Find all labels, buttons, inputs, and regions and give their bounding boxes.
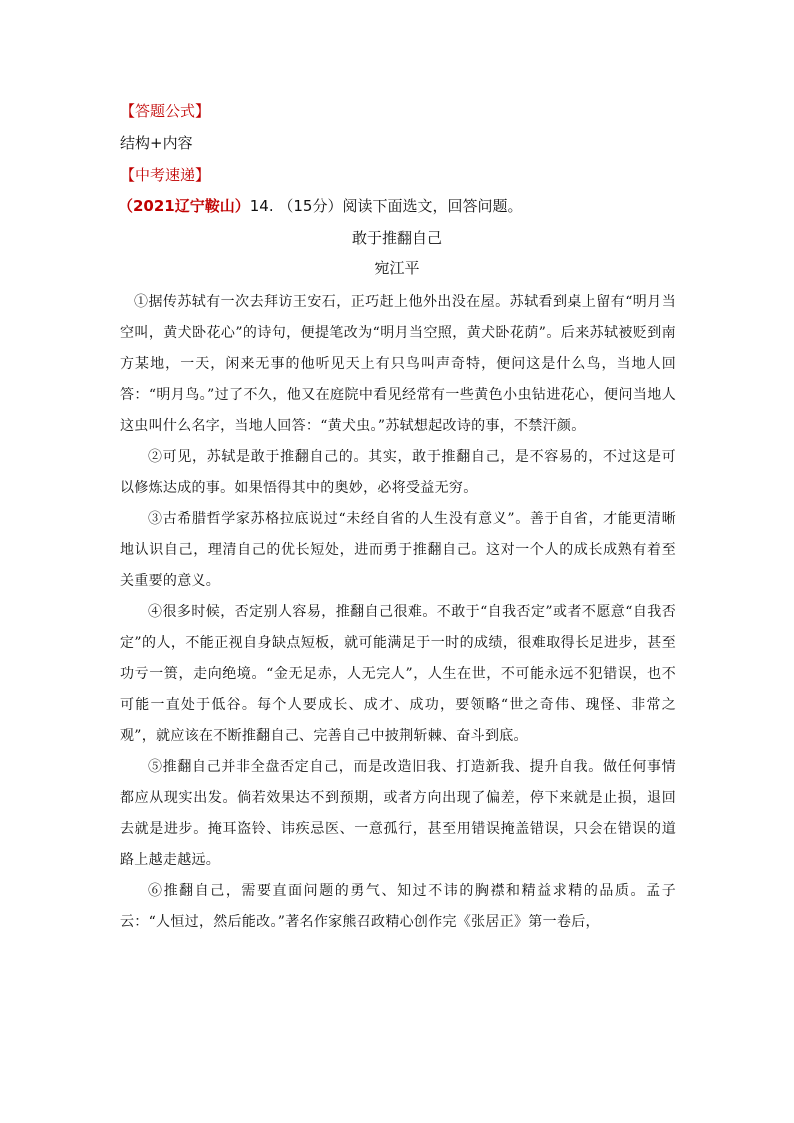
paragraph-2: ②可见，苏轼是敢于推翻自己的。其实，敢于推翻自己，是不容易的，不过这是可以修炼达成的事。如果悟得其中的奥妙，必将受益无穷。 xyxy=(120,449,676,496)
answer-formula-heading: 【答题公式】 xyxy=(120,102,211,120)
paragraph-3: ③古希腊哲学家苏格拉底说过“未经自省的人生没有意义”。善于自省，才能更清晰地认识自己，理清自己的优长短处，进而勇于推翻自己。这对一个人的成长成熟有着至关重要的意义。 xyxy=(120,511,676,589)
question-prompt: 14. （15分）阅读下面选文，回答问题。 xyxy=(249,197,523,215)
question-source: （2021辽宁鞍山） xyxy=(118,197,250,215)
paragraph-4: ④很多时候，否定别人容易，推翻自己很难。不敢于“自我否定”或者不愿意“自我否定”的人，不能正视自身缺点短板，就可能满足于一时的成绩，很难取得长足进步，甚至功亏一篑，走向绝境。“金无足赤，人无完人”，人生在世，不可能永远不犯错误，也不可能一直处于低谷。每个人要成长、成才、成功，要领略“世之奇伟、瑰怪、非常之观”，就应该在不断推翻自己、完善自己中披荆斩棘、奋斗到底。 xyxy=(120,604,676,744)
paragraph-5: ⑤推翻自己并非全盘否定自己，而是改造旧我、打造新我、提升自我。做任何事情都应从现实出发。倘若效果达不到预期，或者方向出现了偏差，停下来就是止损，退回去就是进步。掩耳盗铃、讳疾忌医、一意孤行，甚至用错误掩盖错误，只会在错误的道路上越走越远。 xyxy=(120,759,676,868)
article-title: 敢于推翻自己 xyxy=(351,229,442,247)
article-author: 宛江平 xyxy=(374,259,420,277)
article-body xyxy=(120,287,676,938)
exam-heading: 【中考速递】 xyxy=(120,166,211,184)
paragraph-1: ①据传苏轼有一次去拜访王安石，正巧赶上他外出没在屋。苏轼看到桌上留有“明月当空叫，黄犬卧花心”的诗句，便提笔改为“明月当空照，黄犬卧花荫”。后来苏轼被贬到南方某地，一天，闲来无事的他听见天上有只鸟叫声奇特，便问这是什么鸟，当地人回答：“明月鸟。”过了不久，他又在庭院中看见经常有一些黄色小虫钻进花心，便问当地人这虫叫什么名字，当地人回答：“黄犬虫。”苏轼想起改诗的事，不禁汗颜。 xyxy=(120,294,676,434)
question-line xyxy=(118,196,522,216)
paragraph-6: ⑥推翻自己，需要直面问题的勇气、知过不讳的胸襟和精益求精的品质。孟子云：“人恒过，然后能改。”著名作家熊召政精心创作完《张居正》第一卷后， xyxy=(120,883,676,930)
answer-formula-text: 结构+内容 xyxy=(120,134,193,152)
